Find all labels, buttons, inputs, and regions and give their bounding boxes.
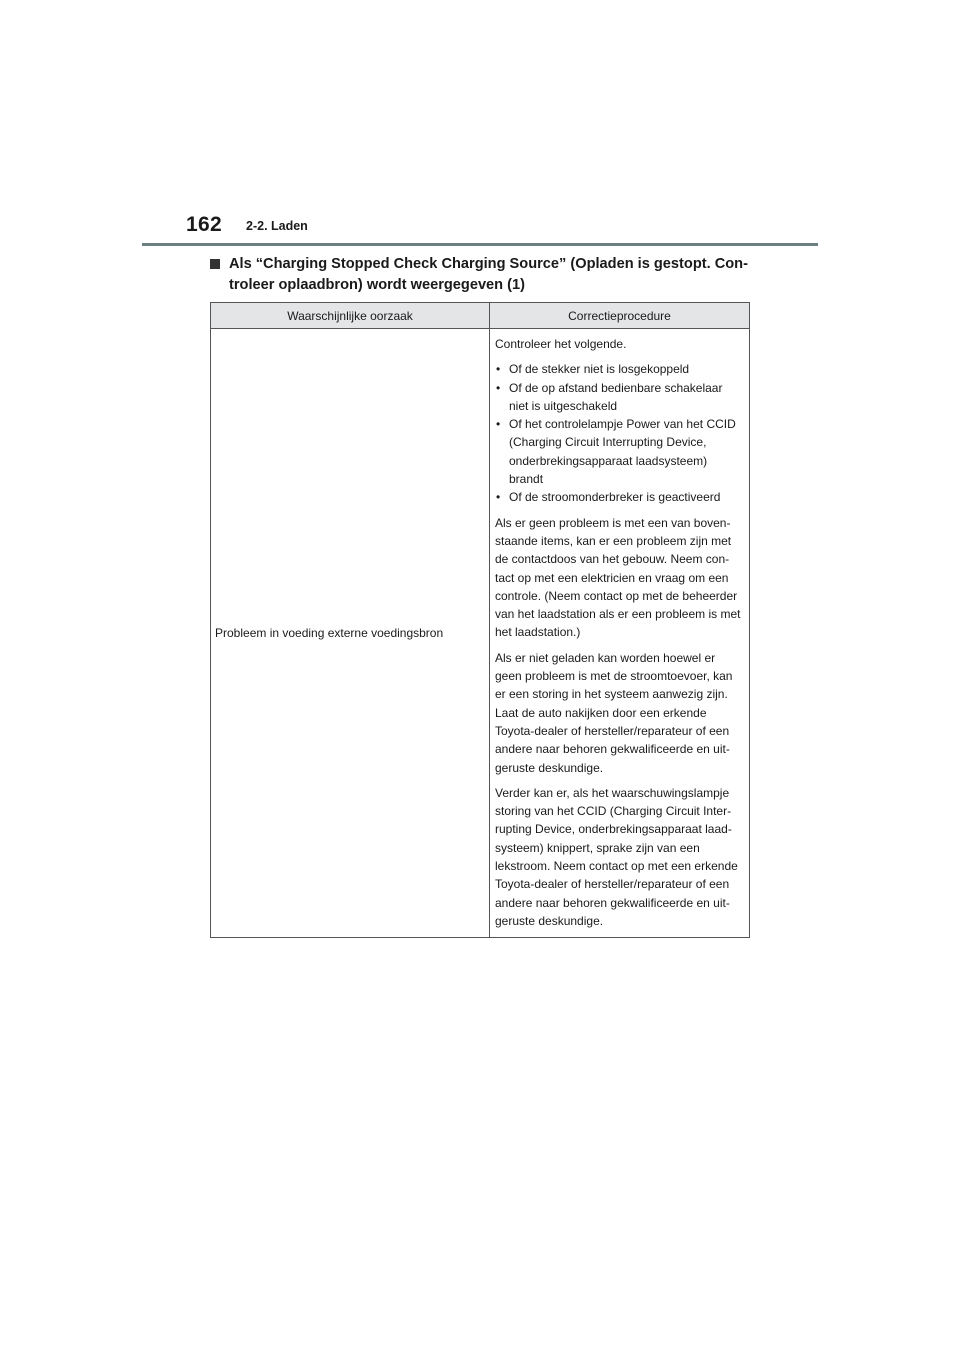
cause-cell: Probleem in voeding externe voedingsbron	[211, 329, 490, 938]
procedure-intro: Controleer het volgende.	[495, 337, 627, 351]
column-header-cause: Waarschijnlijke oorzaak	[211, 303, 490, 329]
list-item-text: Of het controlelampje Power van het CCID (Charging Circuit Interrupting Device, onderbrekingsapparaat laadsysteem) brandt	[509, 417, 736, 487]
list-item	[495, 415, 744, 488]
bullet-dot-icon: •	[496, 380, 501, 395]
bullet-dot-icon: •	[496, 417, 501, 432]
table-row	[211, 329, 750, 938]
square-bullet-icon	[210, 259, 220, 269]
list-item-text: Of de stekker niet is losgekoppeld	[509, 362, 690, 377]
list-item	[495, 360, 744, 378]
bullet-dot-icon: •	[496, 490, 501, 505]
procedure-cell	[490, 329, 750, 938]
page-number: 162	[186, 213, 222, 236]
list-item-text: Of de stroomonderbreker is geactiveerd	[509, 490, 721, 505]
list-item	[495, 488, 744, 506]
list-item	[495, 379, 744, 416]
table-header-row	[211, 303, 750, 329]
section-heading	[210, 254, 755, 296]
procedure-paragraph: Als er niet geladen kan worden hoewel er geen probleem is met de stroomtoevoer, kan er een storing in het systeem aanwezig zijn. Laat de auto nakijken door een erkende Toyota-dealer of hersteller/reparateur of een andere naar behoren gekwalificeerde en uit-geruste deskundige.	[495, 650, 733, 775]
troubleshooting-table	[210, 302, 750, 938]
section-heading-text: Als “Charging Stopped Check Charging Source” (Opladen is gestopt. Con-troleer oplaadbron) wordt weergegeven (1)	[229, 256, 748, 293]
section-label: 2-2. Laden	[246, 219, 308, 233]
header-divider	[142, 243, 818, 246]
list-item-text: Of de op afstand bedienbare schakelaar niet is uitgeschakeld	[509, 380, 723, 413]
procedure-paragraph: Als er geen probleem is met een van boven-staande items, kan er een probleem zijn met de contactdoos van het gebouw. Neem con-tact op met een elektricien en vraag om een controle. (Neem contact op met de beheerder van het laadstation als er een probleem is met het laadstation.)	[495, 515, 741, 640]
column-header-procedure: Correctieprocedure	[490, 303, 750, 329]
procedure-paragraph: Verder kan er, als het waarschuwingslampje storing van het CCID (Charging Circuit Inter-rupting Device, onderbrekingsapparaat laad-systeem) knippert, sprake zijn van een lekstroom. Neem contact op met een erkende Toyota-dealer of hersteller/reparateur of een andere naar behoren gekwalificeerde en uit-geruste deskundige.	[495, 785, 738, 928]
bullet-dot-icon: •	[496, 362, 501, 377]
check-list	[495, 360, 744, 506]
